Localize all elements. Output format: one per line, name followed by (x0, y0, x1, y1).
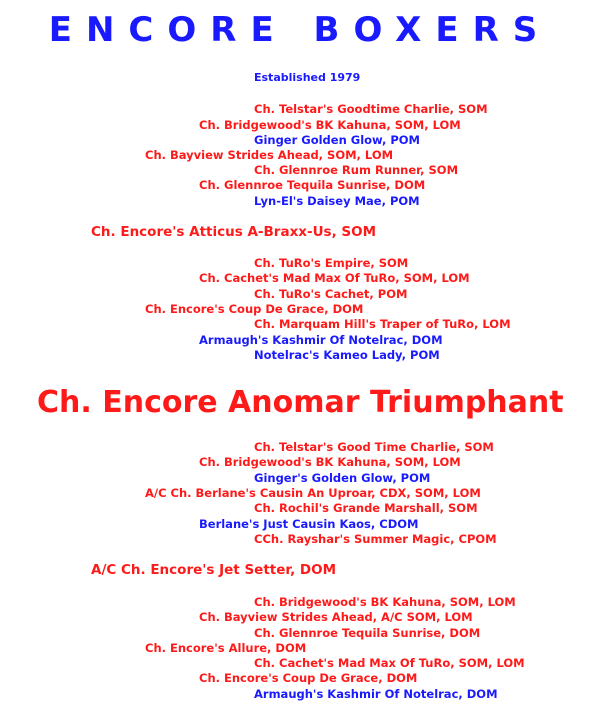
main-dog-name: Ch. Encore Anomar Triumphant (37, 385, 564, 420)
pedigree-entry: CCh. Rayshar's Summer Magic, CPOM (254, 532, 497, 546)
pedigree-entry: Ch. Bridgewood's BK Kahuna, SOM, LOM (199, 118, 461, 132)
pedigree-entry: Ch. Telstar's Good Time Charlie, SOM (254, 440, 494, 454)
pedigree-entry: Ch. TuRo's Cachet, POM (254, 287, 408, 301)
pedigree-entry: Ginger's Golden Glow, POM (254, 471, 431, 485)
sire-name: Ch. Encore's Atticus A-Braxx-Us, SOM (91, 224, 377, 240)
pedigree-entry: Ch. Marquam Hill's Traper of TuRo, LOM (254, 317, 511, 331)
pedigree-entry: A/C Ch. Berlane's Causin An Uproar, CDX, SOM, LOM (145, 486, 481, 500)
pedigree-entry: Ch. Glennroe Tequila Sunrise, DOM (199, 178, 426, 192)
pedigree-entry: Armaugh's Kashmir Of Notelrac, DOM (254, 687, 498, 701)
pedigree-entry: Ginger Golden Glow, POM (254, 133, 420, 147)
pedigree-entry: Ch. TuRo's Empire, SOM (254, 256, 409, 270)
pedigree-entry: Ch. Bridgewood's BK Kahuna, SOM, LOM (254, 595, 516, 609)
pedigree-entry: Ch. Encore's Coup De Grace, DOM (199, 671, 418, 685)
pedigree-entry: Ch. Glennroe Rum Runner, SOM (254, 163, 459, 177)
pedigree-entry: Ch. Bridgewood's BK Kahuna, SOM, LOM (199, 455, 461, 469)
pedigree-entry: Lyn-El's Daisey Mae, POM (254, 194, 420, 208)
pedigree-entry: Armaugh's Kashmir Of Notelrac, DOM (199, 333, 443, 347)
pedigree-entry: Ch. Cachet's Mad Max Of TuRo, SOM, LOM (199, 271, 470, 285)
pedigree-entry: Ch. Cachet's Mad Max Of TuRo, SOM, LOM (254, 656, 525, 670)
pedigree-entry: Ch. Rochil's Grande Marshall, SOM (254, 501, 478, 515)
pedigree-entry: Ch. Encore's Allure, DOM (145, 641, 307, 655)
pedigree-entry: Ch. Glennroe Tequila Sunrise, DOM (254, 626, 481, 640)
established-text: Established 1979 (254, 71, 361, 84)
pedigree-entry: Ch. Bayview Strides Ahead, SOM, LOM (145, 148, 394, 162)
dam-name: A/C Ch. Encore's Jet Setter, DOM (91, 562, 337, 578)
pedigree-entry: Ch. Encore's Coup De Grace, DOM (145, 302, 364, 316)
pedigree-entry: Notelrac's Kameo Lady, POM (254, 348, 440, 362)
pedigree-entry: Ch. Telstar's Goodtime Charlie, SOM (254, 102, 488, 116)
page-title: ENCORE BOXERS (48, 10, 552, 50)
pedigree-entry: Ch. Bayview Strides Ahead, A/C SOM, LOM (199, 610, 473, 624)
pedigree-entry: Berlane's Just Causin Kaos, CDOM (199, 517, 419, 531)
